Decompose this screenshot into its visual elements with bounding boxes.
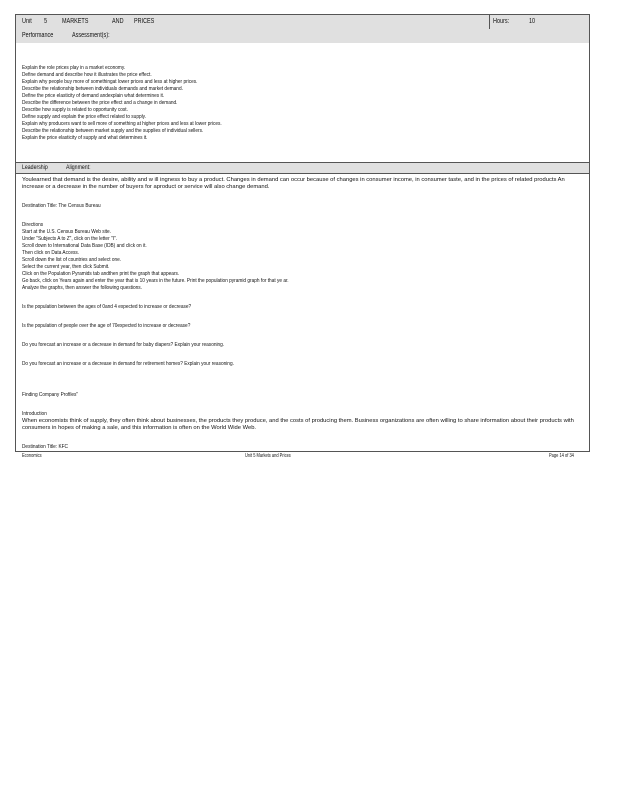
finding-company-profiles: Finding Company Profiles" — [22, 392, 79, 398]
leadership-alignment-bar — [16, 162, 589, 174]
objective-item: Explain why people buy more of somethingat lower prices and less at higher prices. — [22, 79, 198, 85]
hours-value: 10 — [529, 18, 536, 25]
objective-item: Describe the relationship between individuals demands and market demand. — [22, 86, 183, 92]
direction-step: Go back, click on Years again and enter the year that is 10 years in the future. Print the population pyramid graph for that ye ar. — [22, 278, 289, 284]
destination-census: Destination Title: The Census Bureau — [22, 203, 101, 209]
destination-kfc: Destination Title: KFC — [22, 444, 68, 450]
objective-item: Explain the price elasticity of supply and what determines it. — [22, 135, 148, 141]
question-1: Is the population between the ages of 0and 4 expected to increase or decrease? — [22, 304, 192, 310]
unit-header — [16, 15, 589, 43]
unit-number: 5 — [44, 18, 48, 25]
objective-item: Define demand and describe how it illustrates the price effect. — [22, 72, 152, 78]
introduction-heading: Introduction — [22, 411, 47, 417]
hours-label: Hours: — [493, 18, 510, 25]
directions-heading: Directions — [22, 222, 44, 228]
unit-title-markets: MARKETS — [62, 18, 89, 25]
assessment-label: Assessment(s): — [72, 32, 110, 39]
alignment-label: Alignment: — [66, 164, 91, 171]
objective-item: Describe the relationship between market supply and the supplies of individual sellers. — [22, 128, 204, 134]
lesson-plan-box — [15, 14, 590, 452]
unit-label: Unit — [22, 18, 32, 25]
direction-step: Then click on Data Access. — [22, 250, 80, 256]
introduction-paragraph: When economists think of supply, they often think about businesses, the products they produce, and the costs of producing them. Business organizations are often willing to share information about their products with consumers in hopes of making a sale, and this information is often on the World Wide Web. — [22, 418, 574, 431]
objective-item: Define the price elasticity of demand andexplain what determines it. — [22, 93, 165, 99]
leadership-label: Leadership — [22, 164, 48, 171]
unit-title-prices: PRICES — [134, 18, 155, 25]
direction-step: Under "Subjects A to Z", click on the letter "I". — [22, 236, 118, 242]
question-4: Do you forecast an increase or a decrease in demand for retirement homes? Explain your reasoning. — [22, 361, 234, 367]
objective-item: Describe how supply is related to opportunity cost. — [22, 107, 128, 113]
objective-item: Explain the role prices play in a market economy. — [22, 65, 126, 71]
direction-step: Select the current year, then click Submit. — [22, 264, 110, 270]
direction-step: Scroll down the list of countries and select one. — [22, 257, 122, 263]
direction-step: Start at the U.S. Census Bureau Web site. — [22, 229, 111, 235]
intro-paragraph: Youlearned that demand is the desire, ability and w ill ingness to buy a product. Changes in demand can occur because of changes in consumer income, in consumer taste, and in the prices of related products An increase or a decrease in the number of buyers for aproduct or service will also change demand. — [22, 177, 565, 190]
objective-item: Explain why producers want to sell more of something at higher prices and less at lower prices. — [22, 121, 222, 127]
direction-step: Analyze the graphs, then answer the following questions. — [22, 285, 142, 291]
objective-item: Describe the difference between the price effect and a change in demand. — [22, 100, 178, 106]
question-3: Do you forecast an increase or a decrease in demand for baby diapers? Explain your reasoning. — [22, 342, 225, 348]
lesson-content — [16, 174, 589, 451]
footer-center: Unit 5 Markets and Prices — [245, 453, 291, 459]
objectives-list — [16, 65, 589, 162]
direction-step: Scroll down to International Data Base (IDB) and click on it. — [22, 243, 147, 249]
question-2: Is the population of people over the age of 70expected to increase or decrease? — [22, 323, 191, 329]
footer-page-number: Page 14 of 34 — [549, 453, 574, 459]
objective-item: Define supply and explain the price effect related to supply. — [22, 114, 147, 120]
direction-step: Click on the Population Pyramids tab andthen print the graph that appears. — [22, 271, 180, 277]
unit-title-and: AND — [112, 18, 124, 25]
performance-label: Performance — [22, 32, 54, 39]
footer-left: Economics — [22, 453, 42, 459]
document-page — [15, 14, 590, 452]
header-divider — [489, 15, 490, 29]
